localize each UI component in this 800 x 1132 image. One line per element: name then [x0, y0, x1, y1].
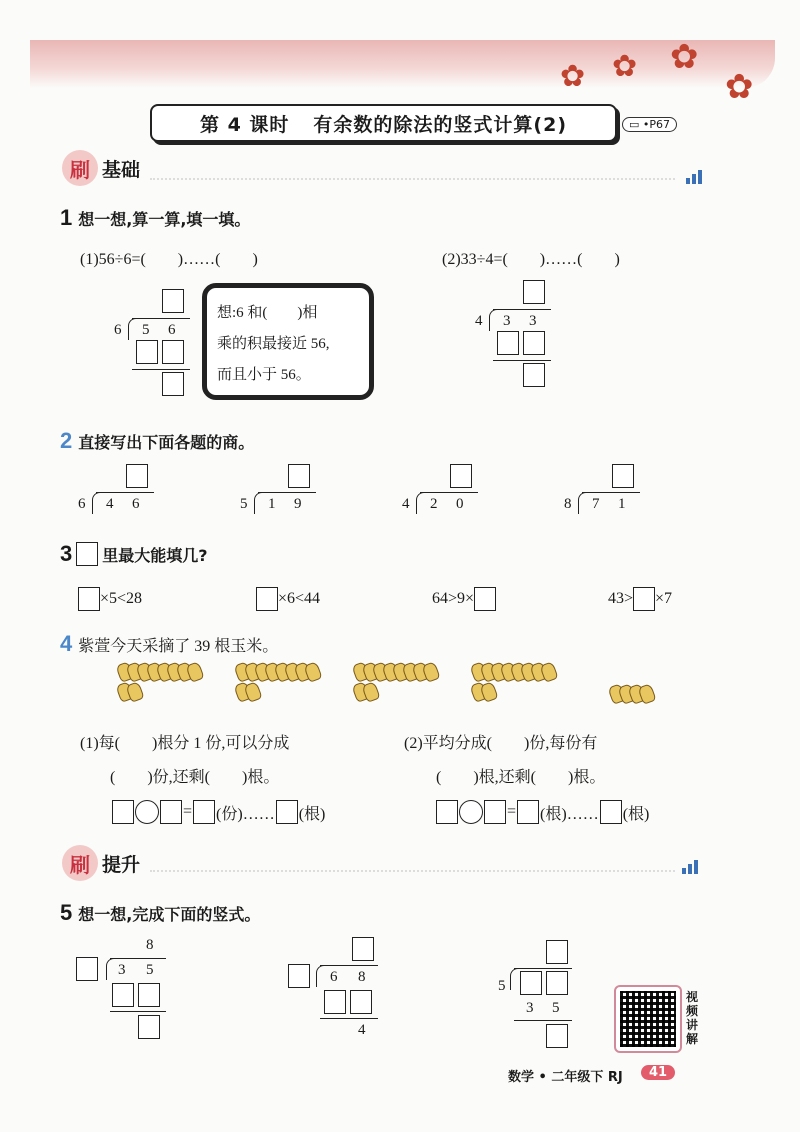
- quotient-box[interactable]: [162, 289, 184, 313]
- maple-leaf-icon: ✿: [560, 59, 586, 94]
- maple-leaf-icon: ✿: [612, 49, 638, 84]
- blank-box: [76, 542, 98, 566]
- q4-part2-line1: (2)平均分成( )份,每份有: [404, 735, 598, 752]
- question-number: 2: [60, 428, 73, 453]
- q3-item-3: 64>9×: [432, 587, 496, 611]
- corn-group-icon: [356, 662, 440, 702]
- maple-leaf-icon: ✿: [725, 67, 754, 107]
- remainder: 4: [358, 1022, 366, 1038]
- question-2: [60, 428, 254, 454]
- section-header-basic: [62, 150, 140, 186]
- q4-equation-2: = (根)…… (根): [436, 800, 649, 824]
- level-bars-icon: [682, 860, 698, 874]
- section-badge: 刷: [62, 845, 98, 881]
- question-number: 1: [60, 205, 73, 230]
- quotient: 8: [146, 937, 154, 953]
- question-prompt: 直接写出下面各题的商。: [78, 432, 255, 452]
- corn-group-icon: [612, 684, 672, 704]
- product-box[interactable]: [324, 990, 346, 1014]
- q4-part2-line2: ( )根,还剩( )根。: [436, 769, 606, 786]
- q3-item-4: 43> ×7: [608, 587, 672, 611]
- quotient-box[interactable]: [450, 464, 472, 488]
- remainder-box[interactable]: [162, 372, 184, 396]
- remainder-box[interactable]: [138, 1015, 160, 1039]
- footer-subject: 数学 • 二年级下 RJ: [508, 1070, 623, 1085]
- divisor-box[interactable]: [76, 957, 98, 981]
- dividend-box[interactable]: [546, 971, 568, 995]
- question-1: [60, 205, 250, 231]
- corn-group-icon: [238, 662, 322, 702]
- dividend-digit: 6: [168, 322, 176, 338]
- worksheet-page: ✿ ✿ ✿ ✿ 第 4 课时 有余数的除法的竖式计算(2) ▭ •P67 刷 基础 1 想一想,算一算,填一填。 (1)56÷6=( )……( ) (2)33÷4=( )……( ) 6 5 6 想:6 和( )相 乘的积最接近 56, 而且小于 56。 4 3 3 2 直接写出下面各题的商。 6 4 6 5 1 9 4 2 0 8 7 1 3 里最大能填几? ×5<28 ×6<44 64>9× 43> ×7 4 紫萱今天采摘了 39 根玉米。 (1)每( )根分 1 份,可以分成 ( )份,还剩( )根。 (2)平均分成( )份,每份有 ( )根,还剩( )根。 = (份)…… (根) = (根)…… (根) 刷 提升 5 想一想,完成下面的竖式。 8 3 5 6 8 4 5 3 5 视频讲解 数学 • 二年级下 RJ 41: [0, 0, 800, 1132]
- page-number: 41: [641, 1065, 675, 1080]
- quotient-box[interactable]: [126, 464, 148, 488]
- quotient-box[interactable]: [546, 940, 568, 964]
- section-title: 基础: [102, 158, 141, 181]
- section-title: 提升: [102, 853, 141, 876]
- question-prompt: 紫萱今天采摘了 39 根玉米。: [78, 637, 279, 655]
- product-box[interactable]: [162, 340, 184, 364]
- dividend-digit: 5: [142, 322, 150, 338]
- divisor-box[interactable]: [288, 964, 310, 988]
- section-badge: 刷: [62, 150, 98, 186]
- top-banner: [30, 37, 775, 88]
- maple-leaf-icon: ✿: [670, 37, 699, 77]
- dividend-digit: 3: [503, 313, 511, 329]
- quotient-box[interactable]: [288, 464, 310, 488]
- video-explanation-label[interactable]: 视频讲解: [686, 990, 699, 1046]
- product-box[interactable]: [138, 983, 160, 1007]
- product-box[interactable]: [136, 340, 158, 364]
- corn-group-icon: [474, 662, 558, 702]
- hint-bubble: 想:6 和( )相 乘的积最接近 56, 而且小于 56。: [202, 283, 374, 400]
- q4-equation-1: = (份)…… (根): [112, 800, 325, 824]
- question-prompt: 想一想,算一算,填一填。: [78, 209, 251, 229]
- question-5: [60, 900, 260, 926]
- corn-group-icon: [120, 662, 204, 702]
- q4-part1-line2: ( )份,还剩( )根。: [110, 769, 280, 786]
- question-prompt: 想一想,完成下面的竖式。: [78, 904, 261, 924]
- product-box[interactable]: [523, 331, 545, 355]
- question-number: 5: [60, 900, 73, 925]
- q1-part1: (1)56÷6=( )……( ): [80, 251, 258, 268]
- lesson-name: 有余数的除法的竖式计算(2): [313, 113, 568, 136]
- question-4: [60, 631, 278, 657]
- question-number: 3: [60, 541, 73, 566]
- divisor: 6: [114, 322, 122, 338]
- product-box[interactable]: [497, 331, 519, 355]
- divider: [150, 858, 675, 872]
- q4-part1-line1: (1)每( )根分 1 份,可以分成: [80, 735, 290, 752]
- divisor: 5: [498, 978, 506, 994]
- qr-code[interactable]: [614, 985, 682, 1053]
- q3-item-2: ×6<44: [256, 587, 320, 611]
- product-box[interactable]: [112, 983, 134, 1007]
- quotient-box[interactable]: [523, 280, 545, 304]
- level-bars-icon: [686, 170, 702, 184]
- question-number: 4: [60, 631, 73, 656]
- quotient-box[interactable]: [612, 464, 634, 488]
- question-prompt: 里最大能填几?: [102, 545, 208, 565]
- q1-part2: (2)33÷4=( )……( ): [442, 251, 620, 268]
- reference-tag: ▭ •P67: [622, 117, 677, 132]
- dividend-digit: 3: [529, 313, 537, 329]
- divider: [150, 166, 675, 180]
- quotient-box[interactable]: [352, 937, 374, 961]
- question-3: [60, 541, 208, 567]
- section-header-advanced: [62, 845, 140, 881]
- remainder-box[interactable]: [546, 1024, 568, 1048]
- remainder-box[interactable]: [523, 363, 545, 387]
- q3-item-1: ×5<28: [78, 587, 142, 611]
- lesson-number: 第 4 课时: [199, 113, 290, 136]
- product-box[interactable]: [350, 990, 372, 1014]
- lesson-title: [150, 104, 617, 142]
- dividend-box[interactable]: [520, 971, 542, 995]
- divisor: 4: [475, 313, 483, 329]
